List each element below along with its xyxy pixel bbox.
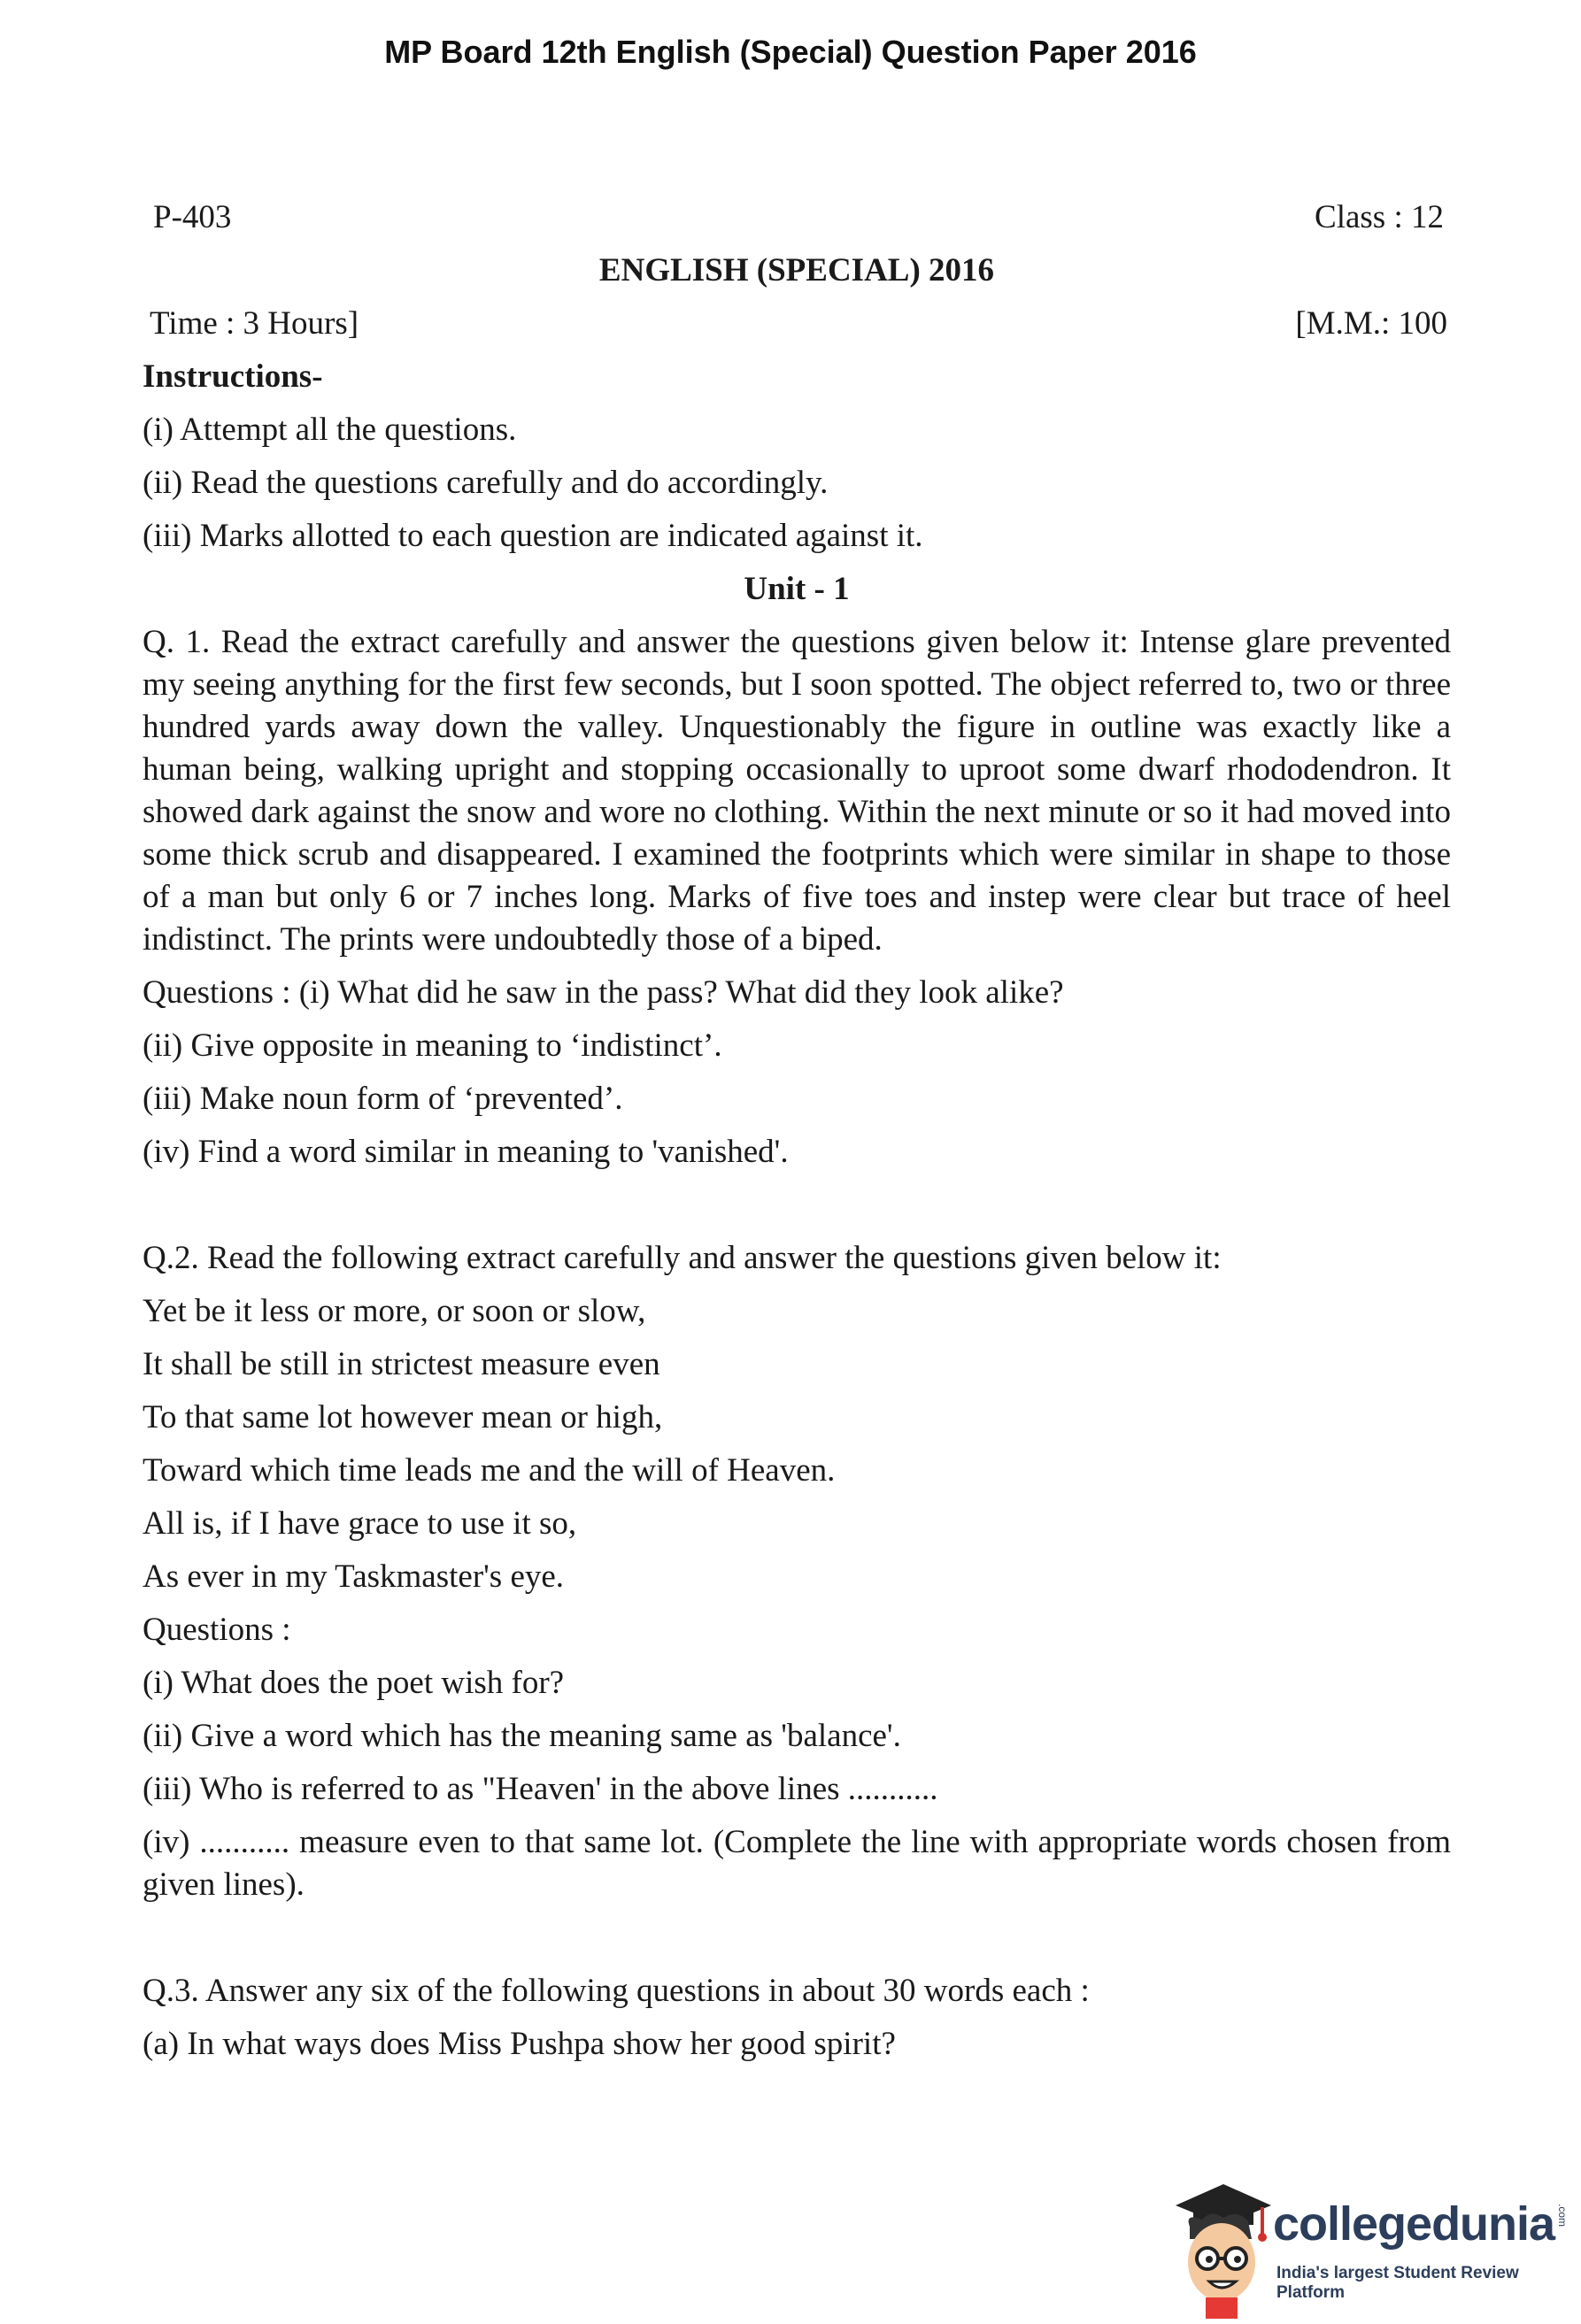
- instruction-item: (ii) Read the questions carefully and do accordingly.: [143, 465, 829, 501]
- poem-line: Toward which time leads me and the will of Heaven.: [143, 1452, 836, 1489]
- collegedunia-logo: [1167, 2177, 1574, 2319]
- logo-suffix: .com: [1556, 2204, 1569, 2228]
- section-gap: [143, 1184, 1451, 1237]
- paper-time: Time : 3 Hours]: [150, 305, 359, 342]
- section-gap: [143, 1917, 1451, 1970]
- paper-title: ENGLISH (SPECIAL) 2016: [598, 252, 995, 289]
- mascot-icon: [1167, 2177, 1273, 2319]
- time-marks-row: [143, 303, 1451, 345]
- poem-line: As ever in my Taskmaster's eye.: [143, 1558, 565, 1595]
- instruction-item: (i) Attempt all the questions.: [143, 412, 517, 448]
- q1-question: (iii) Make noun form of ‘prevented’.: [143, 1081, 623, 1117]
- question-paper-body: [143, 196, 1451, 2076]
- poem-line: To that same lot however mean or high,: [143, 1399, 663, 1435]
- q2-question: (iv) ........... measure even to that same lot. (Complete the line with appropriate words chosen from given lines).: [143, 1824, 1451, 1903]
- q3-intro: Q.3. Answer any six of the following questions in about 30 words each :: [143, 1973, 1090, 2009]
- q2-questions-label: Questions :: [143, 1612, 291, 1648]
- paper-class: Class : 12: [1315, 199, 1444, 235]
- q3-question: (a) In what ways does Miss Pushpa show her good spirit?: [143, 2026, 896, 2062]
- logo-tagline: India's largest Student Review Platform: [1276, 2264, 1519, 2302]
- poem-line: Yet be it less or more, or soon or slow,: [143, 1293, 646, 1329]
- poem-line: It shall be still in strictest measure even: [143, 1346, 660, 1382]
- instruction-item: (iii) Marks allotted to each question are indicated against it.: [143, 518, 923, 554]
- instructions-heading: Instructions-: [143, 358, 323, 395]
- q2-question: (i) What does the poet wish for?: [143, 1665, 565, 1701]
- q2-question: (iii) Who is referred to as "Heaven' in the above lines ...........: [143, 1771, 938, 1807]
- unit-heading: Unit - 1: [744, 571, 850, 607]
- paper-code-row: [143, 196, 1451, 239]
- poem-line: All is, if I have grace to use it so,: [143, 1505, 577, 1542]
- q1-question: (ii) Give opposite in meaning to ‘indistinct’.: [143, 1027, 722, 1064]
- logo-wordmark: collegedunia: [1273, 2197, 1555, 2251]
- page-header-title: MP Board 12th English (Special) Question Paper 2016: [384, 34, 1197, 70]
- q2-intro: Q.2. Read the following extract carefully and answer the questions given below it:: [143, 1240, 1222, 1276]
- q1-extract: Q. 1. Read the extract carefully and answer the questions given below it: Intense glare prevented my seeing anything for the first few seconds, but I soon spotted. The object referred to, two or three hundred yards away down the valley. Unquestionably the figure in outline was exactly like a human being, walking upright and stopping occasionally to uproot some dwarf rhododendron. It showed dark against the snow and wore no clothing. Within the next minute or so it had moved into some thick scrub and disappeared. I examined the footprints which were similar in shape to those of a man but only 6 or 7 inches long. Marks of five toes and instep were clear but trace of heel indistinct. The prints were undoubtedly those of a biped.: [143, 624, 1451, 958]
- q2-question: (ii) Give a word which has the meaning same as 'balance'.: [143, 1718, 901, 1754]
- paper-max-marks: [M.M.: 100: [1295, 305, 1447, 342]
- paper-code: P-403: [153, 199, 232, 235]
- q1-question: (iv) Find a word similar in meaning to 'vanished'.: [143, 1134, 789, 1170]
- q1-question: Questions : (i) What did he saw in the pass? What did they look alike?: [143, 974, 1064, 1011]
